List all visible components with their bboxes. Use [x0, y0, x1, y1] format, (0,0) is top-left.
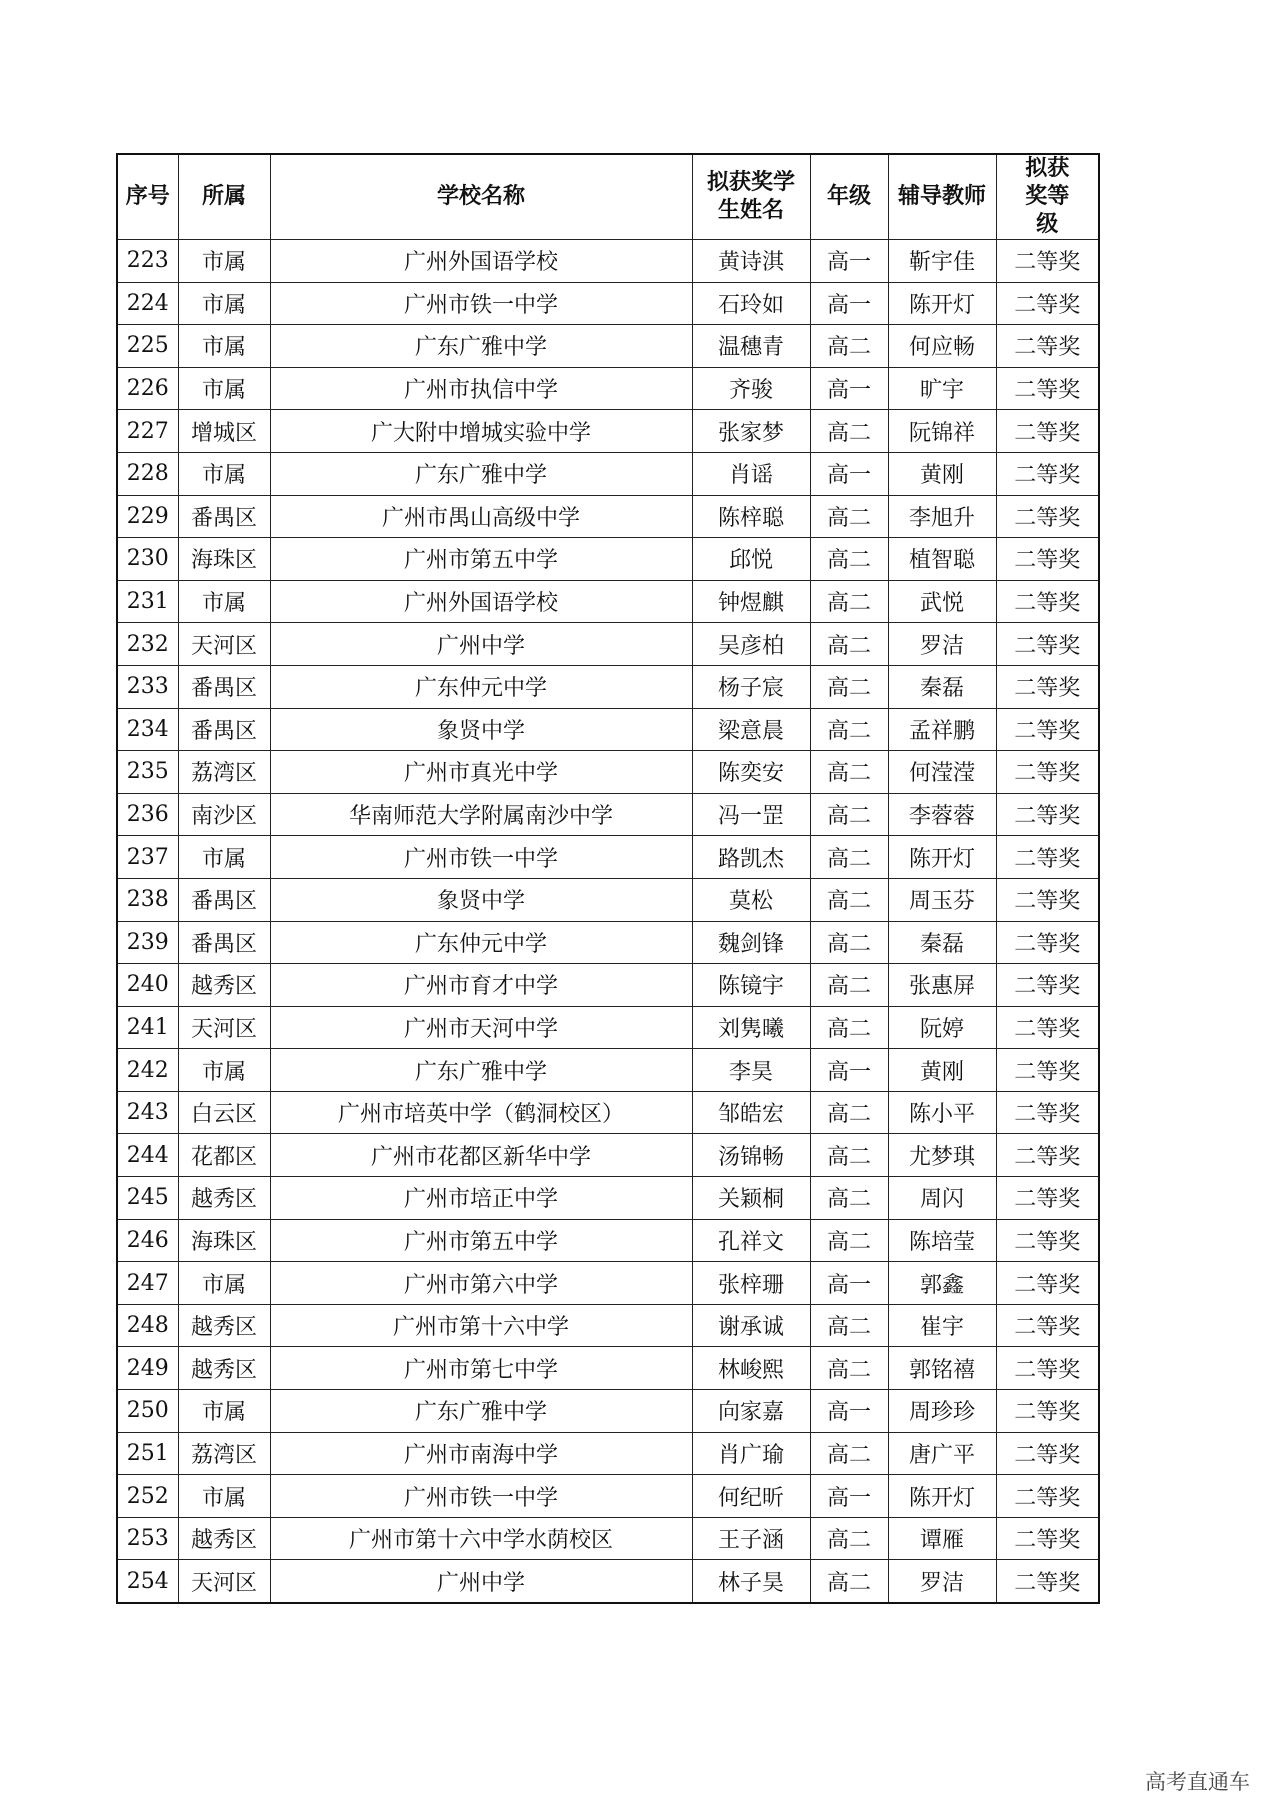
cell-index: 245 [117, 1177, 178, 1220]
cell-affiliation: 市属 [178, 240, 270, 283]
cell-teacher: 靳宇佳 [888, 240, 996, 283]
cell-grade: 高二 [810, 708, 888, 751]
cell-index: 227 [117, 410, 178, 453]
cell-grade: 高一 [810, 282, 888, 325]
cell-affiliation: 海珠区 [178, 538, 270, 581]
cell-school: 广州外国语学校 [270, 240, 692, 283]
cell-grade: 高二 [810, 1006, 888, 1049]
cell-grade: 高二 [810, 793, 888, 836]
cell-student: 张家梦 [692, 410, 810, 453]
cell-student: 林子昊 [692, 1560, 810, 1603]
award-table [116, 153, 1100, 1604]
cell-affiliation: 番禺区 [178, 878, 270, 921]
cell-grade: 高二 [810, 1091, 888, 1134]
cell-index: 237 [117, 836, 178, 879]
cell-teacher: 秦磊 [888, 921, 996, 964]
table-row [117, 1390, 1099, 1433]
header-student: 拟获奖学生姓名 [692, 154, 810, 240]
cell-affiliation: 天河区 [178, 1006, 270, 1049]
cell-school: 广州市铁一中学 [270, 1475, 692, 1518]
cell-school: 广州市南海中学 [270, 1432, 692, 1475]
cell-award-level: 二等奖 [996, 580, 1099, 623]
cell-school: 广东广雅中学 [270, 325, 692, 368]
table-row [117, 836, 1099, 879]
cell-student: 吴彦柏 [692, 623, 810, 666]
cell-school: 广州市天河中学 [270, 1006, 692, 1049]
table-row [117, 878, 1099, 921]
cell-index: 232 [117, 623, 178, 666]
cell-index: 228 [117, 452, 178, 495]
cell-award-level: 二等奖 [996, 452, 1099, 495]
cell-index: 243 [117, 1091, 178, 1134]
cell-teacher: 郭铭禧 [888, 1347, 996, 1390]
cell-school: 广州市第六中学 [270, 1262, 692, 1305]
cell-affiliation: 花都区 [178, 1134, 270, 1177]
header-teacher: 辅导教师 [888, 154, 996, 240]
table-body [117, 240, 1099, 1604]
cell-award-level: 二等奖 [996, 1006, 1099, 1049]
cell-grade: 高二 [810, 1134, 888, 1177]
cell-school: 广州市培正中学 [270, 1177, 692, 1220]
header-affiliation: 所属 [178, 154, 270, 240]
cell-grade: 高二 [810, 1219, 888, 1262]
table-row [117, 538, 1099, 581]
cell-teacher: 张惠屏 [888, 964, 996, 1007]
cell-teacher: 罗洁 [888, 1560, 996, 1603]
cell-student: 肖谣 [692, 452, 810, 495]
cell-student: 林峻熙 [692, 1347, 810, 1390]
cell-grade: 高一 [810, 1262, 888, 1305]
cell-award-level: 二等奖 [996, 878, 1099, 921]
header-index: 序号 [117, 154, 178, 240]
cell-grade: 高一 [810, 1475, 888, 1518]
cell-award-level: 二等奖 [996, 1432, 1099, 1475]
table-row [117, 1475, 1099, 1518]
cell-affiliation: 市属 [178, 325, 270, 368]
cell-award-level: 二等奖 [996, 410, 1099, 453]
cell-school: 广州市第五中学 [270, 538, 692, 581]
cell-grade: 高一 [810, 240, 888, 283]
cell-student: 孔祥文 [692, 1219, 810, 1262]
cell-student: 陈梓聪 [692, 495, 810, 538]
cell-school: 广东广雅中学 [270, 1390, 692, 1433]
cell-student: 石玲如 [692, 282, 810, 325]
cell-index: 242 [117, 1049, 178, 1092]
cell-index: 226 [117, 367, 178, 410]
cell-school: 广州市第十六中学水荫校区 [270, 1517, 692, 1560]
cell-student: 冯一罡 [692, 793, 810, 836]
cell-index: 252 [117, 1475, 178, 1518]
cell-student: 梁意晨 [692, 708, 810, 751]
cell-award-level: 二等奖 [996, 538, 1099, 581]
cell-award-level: 二等奖 [996, 1304, 1099, 1347]
table-row [117, 452, 1099, 495]
cell-student: 王子涵 [692, 1517, 810, 1560]
cell-affiliation: 越秀区 [178, 1177, 270, 1220]
cell-school: 华南师范大学附属南沙中学 [270, 793, 692, 836]
cell-student: 齐骏 [692, 367, 810, 410]
cell-school: 广州市培英中学（鹤洞校区） [270, 1091, 692, 1134]
cell-student: 温穗青 [692, 325, 810, 368]
cell-affiliation: 番禺区 [178, 665, 270, 708]
cell-grade: 高二 [810, 325, 888, 368]
cell-index: 238 [117, 878, 178, 921]
cell-teacher: 秦磊 [888, 665, 996, 708]
cell-student: 路凯杰 [692, 836, 810, 879]
cell-grade: 高二 [810, 538, 888, 581]
cell-affiliation: 越秀区 [178, 1347, 270, 1390]
cell-affiliation: 越秀区 [178, 1517, 270, 1560]
cell-index: 231 [117, 580, 178, 623]
table-row [117, 1134, 1099, 1177]
cell-affiliation: 番禺区 [178, 495, 270, 538]
cell-index: 234 [117, 708, 178, 751]
header-grade: 年级 [810, 154, 888, 240]
cell-affiliation: 海珠区 [178, 1219, 270, 1262]
cell-index: 236 [117, 793, 178, 836]
cell-index: 229 [117, 495, 178, 538]
cell-school: 象贤中学 [270, 878, 692, 921]
cell-grade: 高二 [810, 580, 888, 623]
table-row [117, 1006, 1099, 1049]
cell-student: 钟煜麒 [692, 580, 810, 623]
cell-school: 广州市花都区新华中学 [270, 1134, 692, 1177]
cell-affiliation: 市属 [178, 1390, 270, 1433]
cell-award-level: 二等奖 [996, 1177, 1099, 1220]
table-row [117, 1091, 1099, 1134]
cell-teacher: 谭雁 [888, 1517, 996, 1560]
header-award-level: 拟获奖等级 [996, 154, 1099, 240]
cell-award-level: 二等奖 [996, 1475, 1099, 1518]
cell-grade: 高一 [810, 1390, 888, 1433]
cell-award-level: 二等奖 [996, 964, 1099, 1007]
cell-index: 247 [117, 1262, 178, 1305]
cell-student: 谢承诚 [692, 1304, 810, 1347]
cell-grade: 高一 [810, 1049, 888, 1092]
cell-award-level: 二等奖 [996, 240, 1099, 283]
table-row [117, 1049, 1099, 1092]
cell-index: 235 [117, 751, 178, 794]
cell-teacher: 陈开灯 [888, 836, 996, 879]
table-row [117, 495, 1099, 538]
cell-teacher: 旷宇 [888, 367, 996, 410]
cell-student: 邹皓宏 [692, 1091, 810, 1134]
table-row [117, 1262, 1099, 1305]
table-row [117, 1432, 1099, 1475]
cell-index: 233 [117, 665, 178, 708]
cell-grade: 高一 [810, 367, 888, 410]
cell-grade: 高二 [810, 665, 888, 708]
header-row [117, 154, 1099, 240]
cell-school: 广东仲元中学 [270, 921, 692, 964]
cell-award-level: 二等奖 [996, 793, 1099, 836]
cell-index: 223 [117, 240, 178, 283]
cell-grade: 高二 [810, 623, 888, 666]
cell-student: 杨子宸 [692, 665, 810, 708]
table-row [117, 665, 1099, 708]
cell-student: 张梓珊 [692, 1262, 810, 1305]
cell-grade: 高二 [810, 410, 888, 453]
cell-student: 汤锦畅 [692, 1134, 810, 1177]
cell-award-level: 二等奖 [996, 836, 1099, 879]
table-row [117, 410, 1099, 453]
cell-index: 241 [117, 1006, 178, 1049]
cell-award-level: 二等奖 [996, 1517, 1099, 1560]
cell-teacher: 黄刚 [888, 452, 996, 495]
cell-award-level: 二等奖 [996, 623, 1099, 666]
cell-student: 莫松 [692, 878, 810, 921]
cell-school: 广大附中增城实验中学 [270, 410, 692, 453]
cell-grade: 高一 [810, 452, 888, 495]
cell-teacher: 尤梦琪 [888, 1134, 996, 1177]
cell-index: 249 [117, 1347, 178, 1390]
cell-award-level: 二等奖 [996, 665, 1099, 708]
cell-affiliation: 市属 [178, 452, 270, 495]
cell-student: 关颖桐 [692, 1177, 810, 1220]
cell-teacher: 何滢滢 [888, 751, 996, 794]
watermark-text: 高考直通车 [1145, 1770, 1250, 1794]
cell-teacher: 孟祥鹏 [888, 708, 996, 751]
cell-student: 邱悦 [692, 538, 810, 581]
cell-award-level: 二等奖 [996, 708, 1099, 751]
table-row [117, 367, 1099, 410]
cell-index: 253 [117, 1517, 178, 1560]
cell-school: 广东广雅中学 [270, 452, 692, 495]
cell-index: 251 [117, 1432, 178, 1475]
cell-teacher: 周珍珍 [888, 1390, 996, 1433]
cell-school: 广州市第五中学 [270, 1219, 692, 1262]
cell-school: 广州外国语学校 [270, 580, 692, 623]
cell-school: 广州市育才中学 [270, 964, 692, 1007]
cell-affiliation: 荔湾区 [178, 751, 270, 794]
table-row [117, 751, 1099, 794]
cell-school: 广州市第七中学 [270, 1347, 692, 1390]
cell-affiliation: 市属 [178, 367, 270, 410]
cell-student: 何纪昕 [692, 1475, 810, 1518]
cell-grade: 高二 [810, 1560, 888, 1603]
cell-award-level: 二等奖 [996, 1262, 1099, 1305]
cell-award-level: 二等奖 [996, 367, 1099, 410]
cell-award-level: 二等奖 [996, 1347, 1099, 1390]
cell-index: 244 [117, 1134, 178, 1177]
table-row [117, 623, 1099, 666]
cell-affiliation: 番禺区 [178, 921, 270, 964]
cell-teacher: 何应畅 [888, 325, 996, 368]
cell-award-level: 二等奖 [996, 1049, 1099, 1092]
cell-affiliation: 越秀区 [178, 1304, 270, 1347]
cell-student: 魏剑锋 [692, 921, 810, 964]
cell-affiliation: 市属 [178, 1475, 270, 1518]
cell-school: 广州中学 [270, 1560, 692, 1603]
cell-school: 广州市真光中学 [270, 751, 692, 794]
cell-award-level: 二等奖 [996, 751, 1099, 794]
cell-grade: 高二 [810, 751, 888, 794]
cell-award-level: 二等奖 [996, 1560, 1099, 1603]
cell-teacher: 罗洁 [888, 623, 996, 666]
table-row [117, 1560, 1099, 1603]
table-row [117, 1219, 1099, 1262]
cell-teacher: 陈培莹 [888, 1219, 996, 1262]
cell-grade: 高二 [810, 1347, 888, 1390]
cell-grade: 高二 [810, 836, 888, 879]
cell-index: 239 [117, 921, 178, 964]
table-row [117, 1177, 1099, 1220]
cell-student: 刘隽曦 [692, 1006, 810, 1049]
cell-index: 248 [117, 1304, 178, 1347]
table-row [117, 282, 1099, 325]
cell-affiliation: 越秀区 [178, 964, 270, 1007]
cell-index: 225 [117, 325, 178, 368]
cell-index: 254 [117, 1560, 178, 1603]
table-row [117, 708, 1099, 751]
table-row [117, 240, 1099, 283]
cell-student: 肖广瑜 [692, 1432, 810, 1475]
cell-affiliation: 天河区 [178, 623, 270, 666]
cell-index: 250 [117, 1390, 178, 1433]
cell-award-level: 二等奖 [996, 282, 1099, 325]
cell-teacher: 李旭升 [888, 495, 996, 538]
cell-teacher: 唐广平 [888, 1432, 996, 1475]
cell-teacher: 陈小平 [888, 1091, 996, 1134]
cell-grade: 高二 [810, 1177, 888, 1220]
cell-teacher: 植智聪 [888, 538, 996, 581]
table-row [117, 1347, 1099, 1390]
table-row [117, 1304, 1099, 1347]
cell-affiliation: 市属 [178, 580, 270, 623]
cell-school: 广东仲元中学 [270, 665, 692, 708]
cell-teacher: 武悦 [888, 580, 996, 623]
cell-grade: 高二 [810, 878, 888, 921]
cell-school: 广州市铁一中学 [270, 836, 692, 879]
cell-teacher: 陈开灯 [888, 282, 996, 325]
cell-teacher: 崔宇 [888, 1304, 996, 1347]
cell-index: 240 [117, 964, 178, 1007]
cell-award-level: 二等奖 [996, 1134, 1099, 1177]
cell-affiliation: 市属 [178, 282, 270, 325]
cell-teacher: 周玉芬 [888, 878, 996, 921]
cell-award-level: 二等奖 [996, 495, 1099, 538]
cell-school: 广东广雅中学 [270, 1049, 692, 1092]
table-row [117, 580, 1099, 623]
cell-award-level: 二等奖 [996, 325, 1099, 368]
cell-affiliation: 番禺区 [178, 708, 270, 751]
cell-affiliation: 荔湾区 [178, 1432, 270, 1475]
cell-teacher: 周闪 [888, 1177, 996, 1220]
cell-affiliation: 白云区 [178, 1091, 270, 1134]
cell-index: 224 [117, 282, 178, 325]
cell-student: 向家嘉 [692, 1390, 810, 1433]
cell-affiliation: 增城区 [178, 410, 270, 453]
cell-grade: 高二 [810, 964, 888, 1007]
cell-student: 陈奕安 [692, 751, 810, 794]
cell-grade: 高二 [810, 1432, 888, 1475]
cell-student: 李昊 [692, 1049, 810, 1092]
cell-index: 246 [117, 1219, 178, 1262]
cell-grade: 高二 [810, 921, 888, 964]
cell-grade: 高二 [810, 1304, 888, 1347]
cell-school: 广州市执信中学 [270, 367, 692, 410]
table-row [117, 325, 1099, 368]
cell-award-level: 二等奖 [996, 1390, 1099, 1433]
cell-teacher: 郭鑫 [888, 1262, 996, 1305]
cell-school: 广州市第十六中学 [270, 1304, 692, 1347]
cell-student: 黄诗淇 [692, 240, 810, 283]
cell-school: 广州中学 [270, 623, 692, 666]
cell-affiliation: 市属 [178, 1262, 270, 1305]
cell-index: 230 [117, 538, 178, 581]
cell-grade: 高二 [810, 495, 888, 538]
cell-school: 广州市铁一中学 [270, 282, 692, 325]
header-school: 学校名称 [270, 154, 692, 240]
table-row [117, 964, 1099, 1007]
cell-teacher: 陈开灯 [888, 1475, 996, 1518]
cell-student: 陈镜宇 [692, 964, 810, 1007]
cell-award-level: 二等奖 [996, 921, 1099, 964]
table-row [117, 1517, 1099, 1560]
cell-affiliation: 天河区 [178, 1560, 270, 1603]
cell-teacher: 阮婷 [888, 1006, 996, 1049]
cell-teacher: 李蓉蓉 [888, 793, 996, 836]
table-row [117, 793, 1099, 836]
cell-affiliation: 南沙区 [178, 793, 270, 836]
cell-affiliation: 市属 [178, 1049, 270, 1092]
cell-teacher: 阮锦祥 [888, 410, 996, 453]
cell-award-level: 二等奖 [996, 1219, 1099, 1262]
table-row [117, 921, 1099, 964]
cell-school: 象贤中学 [270, 708, 692, 751]
cell-teacher: 黄刚 [888, 1049, 996, 1092]
cell-school: 广州市禺山高级中学 [270, 495, 692, 538]
cell-grade: 高二 [810, 1517, 888, 1560]
cell-award-level: 二等奖 [996, 1091, 1099, 1134]
cell-affiliation: 市属 [178, 836, 270, 879]
